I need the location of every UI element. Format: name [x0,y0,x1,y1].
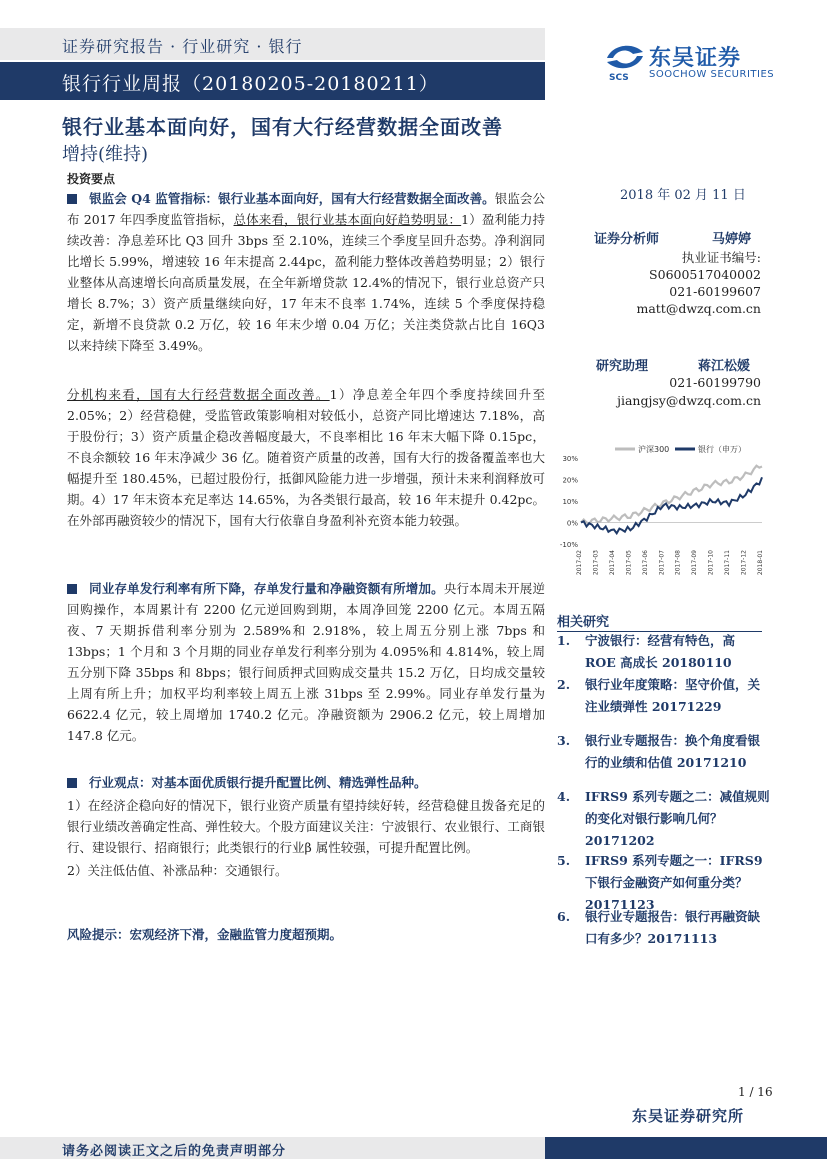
risk-warning: 风险提示：宏观经济下滑，金融监管力度超预期。 [67,927,343,942]
report-title: 银行行业周报（20180205-20180211） [62,73,439,95]
footer-accent-band [545,1137,827,1159]
y-tick-label: 30% [562,455,578,463]
x-tick-label: 2017-05 [625,550,633,576]
x-tick-label: 2017-09 [691,550,699,576]
logo-english-name: SOOCHOW SECURITIES [649,69,775,80]
paragraph-state-banks [67,384,545,531]
x-tick-label: 2017-11 [724,550,732,576]
para1-body: 1）盈利能力持续改善：净息差环比 Q3 回升 3bps 至 2.10%，连续三个季度呈回升态势。净利润同比增长 5.99%，增速较 16 年末提高 2.44pc，盈利能力整体改善趋势明显；2）银行业整体从高速增长向高质量发展，在全年新增贷款 12.4%的情况下，银行业总资产只增长 8.7%；3）资产质量继续向好，17 年末不良率 1.74%，连续 5 个季度保持稳定，新增不良贷款 0.2 万亿，较 16 年末少增 0.04 万亿；关注类贷款占比自 16Q3 以来持续下降至 3.49%。 [67,212,545,353]
section-label: 投资要点 [67,172,116,186]
view-item-2: 2）关注低估值、补涨品种：交通银行。 [67,863,288,878]
related-research-title: 相关研究 [557,615,610,630]
page-headline: 银行业基本面向好，国有大行经营数据全面改善 [62,115,503,139]
footer-institute: 东吴证券研究所 [632,1107,745,1125]
related-item-number: 1. [557,633,571,648]
chart-legend [615,444,746,454]
para2-body: 1）净息差全年四个季度持续回升至 2.05%；2）经营稳健，受监管政策影响相对较低小，总资产同比增速达 7.18%，高于股份行；3）资产质量企稳改善幅度最大，不良率相比 16 年末大幅下降 0.15pc，不良余额较 16 年末净减少 36 亿。随着资产质量的改善，国有大行的拨备覆盖率也大幅提升至 180.45%，已超过股份行，抵御风险能力进一步增强，预计未来利润释放可期。4）17 年末资本充足率达 14.65%，为各类银行最高，较 16 年末提升 0.42pc。在外部再融资较少的情况下，国有大行依靠自身盈利补充资本能力较强。 [67,387,545,528]
assistant-phone: 021-60199790 [669,375,761,390]
assistant-email[interactable]: jiangjsy@dwzq.com.cn [617,393,761,408]
x-tick-label: 2017-06 [641,550,649,576]
series-line-csi300 [581,466,762,524]
para3-body: 央行本周未开展逆回购操作，本周累计有 2200 亿元逆回购到期，本周净回笼 2200 亿元。本周五隔夜、7 天期拆借利率分别为 2.589%和 2.918%，较上周五分别上涨 7bps 和 13bps；1 个月和 3 个月期的同业存单发行利率分别为 4.095%和 4.814%，较上周五分别下降 35bps 和 8bps；银行间质押式回购成交量共 15.2 万亿，日均成交量较上周有所上升；加权平均利率较上周五上涨 31bps 至 2.99%。同业存单发行量为 6622.4 亿元，较上周增加 1740.2 亿元。净融资额为 2906.2 亿元，较上周增加 147.8 亿元。 [67,581,545,743]
x-tick-label: 2017-02 [576,550,583,576]
square-bullet-icon [67,194,77,204]
related-item-number: 5. [557,853,571,868]
assistant-label: 研究助理 [596,359,649,374]
related-item-text: 宁波银行：经营有特色，高 ROE 高成长 20180110 [585,633,736,670]
rating: 增持(维持) [62,144,149,165]
para1-underline: 总体来看，银行业基本面向好趋势明显： [233,212,462,227]
legend-label-csi300: 沪深300 [638,445,670,454]
logo-abbr: SCS [609,73,629,82]
x-tick-label: 2017-07 [658,550,666,576]
analyst-label: 证券分析师 [594,232,660,247]
cert-label: 执业证书编号: [681,250,761,265]
x-tick-label: 2017-04 [608,550,616,576]
para1-intro: 银监会公布 2017 年四季度监管指标， [67,191,545,227]
logo-name: 东吴证券 [649,46,742,71]
header-category-band [0,28,545,60]
related-item-number: 6. [557,909,571,924]
para3-heading: 同业存单发行利率有所下降，存单发行量和净融资额有所增加。 [89,581,444,596]
paragraph-interbank-cd [67,578,545,746]
x-tick-label: 2017-08 [674,550,682,576]
related-item[interactable] [557,674,767,714]
legend-label-bank: 银行（申万） [698,445,746,454]
para4-heading: 行业观点：对基本面优质银行提升配置比例、精选弹性品种。 [89,775,427,790]
footer-disclaimer: 请务必阅读正文之后的免责声明部分 [62,1144,287,1159]
related-item[interactable] [557,730,767,770]
x-tick-label: 2017-12 [740,550,748,576]
analyst-phone: 021-60199607 [669,284,761,299]
analyst-email[interactable]: matt@dwzq.com.cn [636,301,761,316]
logo-mark-icon [603,40,647,82]
related-item[interactable] [557,906,767,946]
paragraph-industry-view [67,772,545,881]
analyst-name: 马婷婷 [712,232,752,247]
series-line-bank [581,477,762,533]
related-item[interactable] [557,630,767,670]
related-item[interactable] [557,786,770,848]
x-tick-label: 2017-10 [707,550,715,576]
y-tick-label: 20% [562,476,578,485]
cert-number: S0600517040002 [649,267,761,282]
para2-underline: 分机构来看，国有大行经营数据全面改善。 [67,387,330,402]
report-date: 2018 年 02 月 11 日 [620,188,746,203]
y-tick-label: -10% [559,541,578,549]
y-tick-label: 0% [566,519,578,528]
y-tick-label: 10% [562,498,578,506]
square-bullet-icon [67,584,77,594]
related-item-text: IFRS9 系列专题之二：减值规则的变化对银行影响几何？20171202 [585,789,770,848]
para1-heading: 银监会 Q4 监管指标：银行业基本面向好，国有大行经营数据全面改善。 [89,191,495,206]
view-item-1: 1）在经济企稳向好的情况下，银行业资产质量有望持续好转，经营稳健且拨备充足的银行业绩改善确定性高、弹性较大。个股方面建议关注：宁波银行、农业银行、工商银行、建设银行、招商银行；此类银行的行业β 属性较强，可提升配置比例。 [67,798,545,855]
x-tick-label: 2017-03 [592,550,600,576]
related-item[interactable] [557,850,767,912]
x-tick-label: 2018-01 [757,550,764,576]
related-item-text: 银行业年度策略：坚守价值，关注业绩弹性 20171229 [585,677,761,714]
related-item-text: 银行业专题报告：换个角度看银行的业绩和估值 20171210 [585,733,761,770]
related-item-number: 4. [557,789,571,804]
related-item-number: 2. [557,677,571,692]
assistant-name: 蒋江松媛 [698,359,751,374]
performance-chart [557,440,772,585]
header-category: 证券研究报告 · 行业研究 · 银行 [62,37,303,56]
page-number: 1 / 16 [738,1085,773,1099]
square-bullet-icon [67,778,77,788]
related-item-text: IFRS9 系列专题之一：IFRS9 下银行金融资产如何重分类？20171123 [585,853,763,912]
paragraph-regulatory-indicators [67,188,545,356]
company-logo [603,40,803,88]
performance-chart-svg [557,440,772,585]
report-title-band [0,62,545,100]
related-item-text: 银行业专题报告：银行再融资缺口有多少？20171113 [585,909,761,946]
related-item-number: 3. [557,733,571,748]
